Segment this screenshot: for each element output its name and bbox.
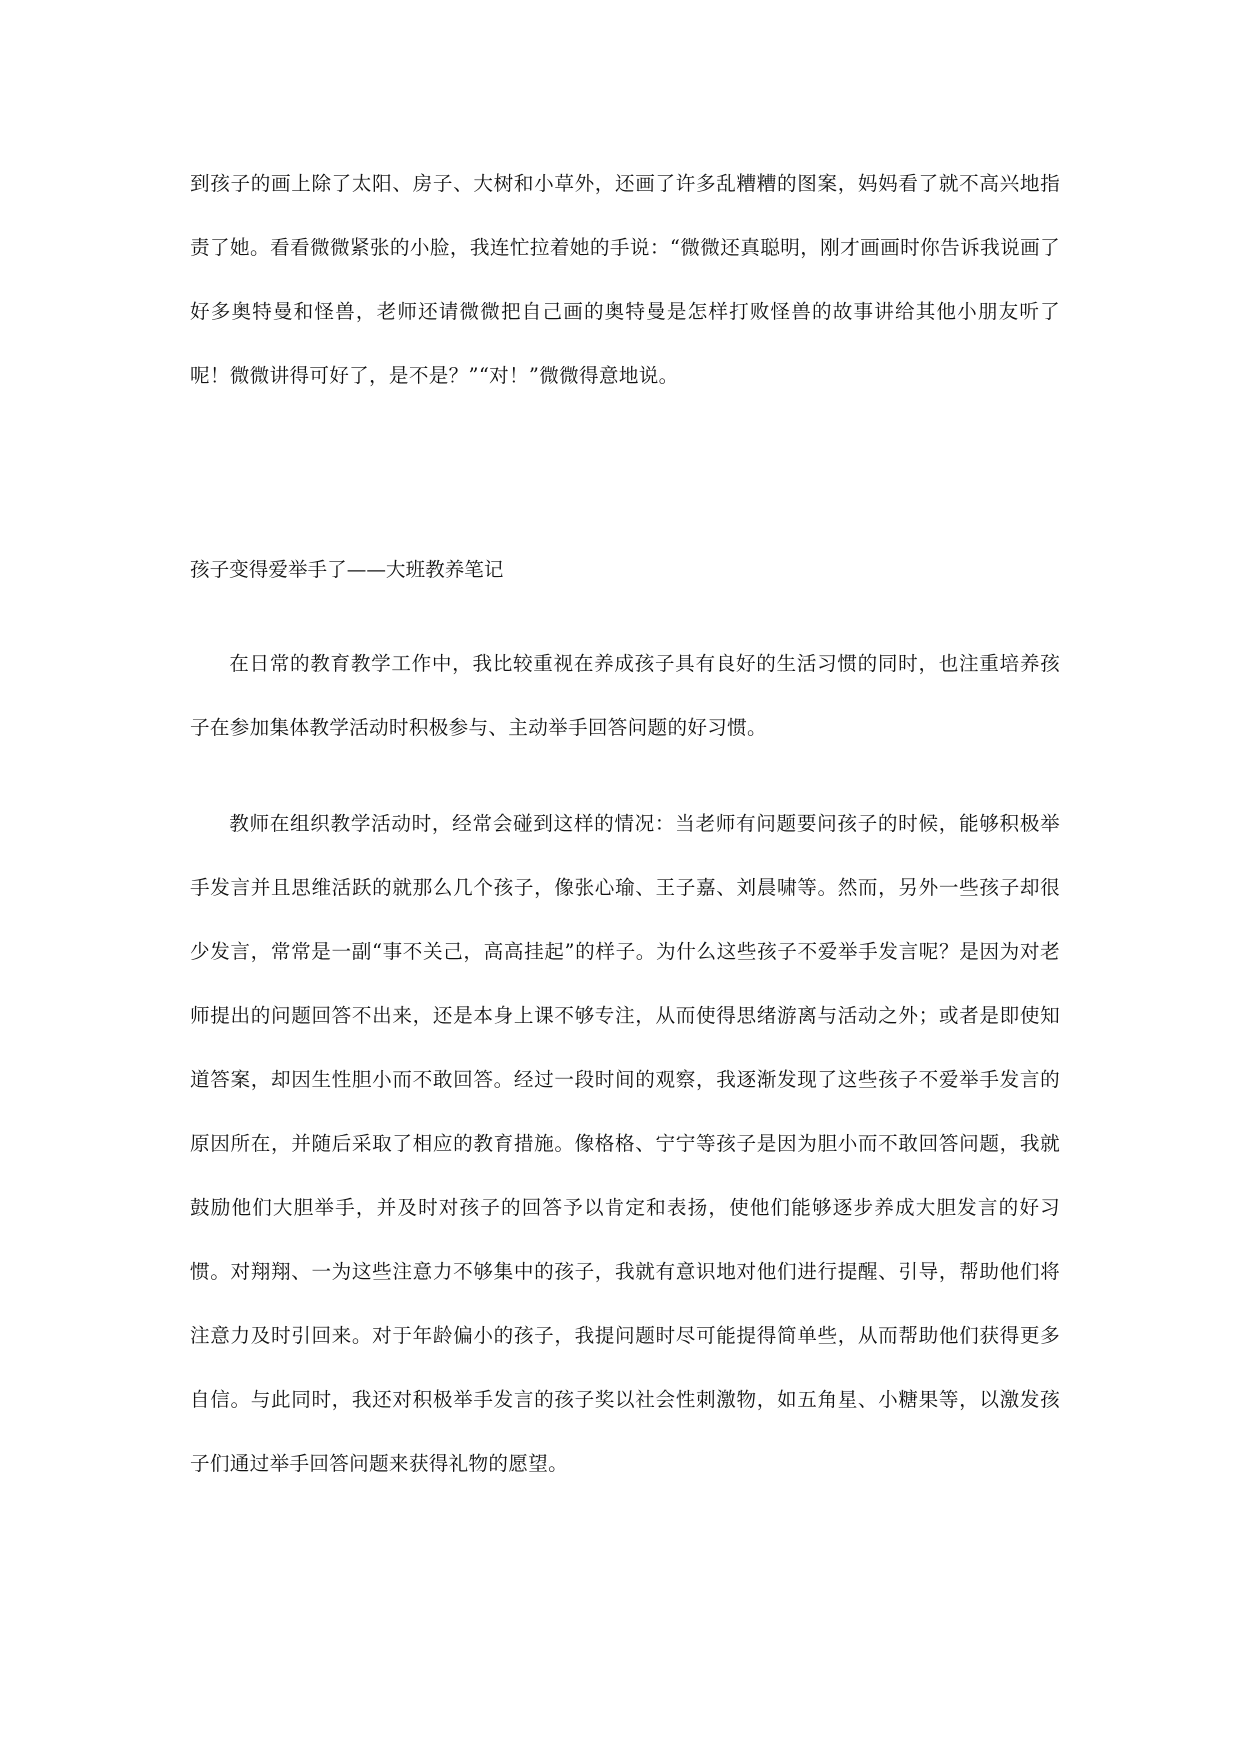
article-title: 孩子变得爱举手了——大班教养笔记 [190,558,504,581]
paragraph-intro: 在日常的教育教学工作中，我比较重视在养成孩子具有良好的生活习惯的同时，也注重培养孩子在参加集体教学活动时积极参与、主动举手回答问题的好习惯。 [190,652,1060,739]
paragraph-observation: 教师在组织教学活动时，经常会碰到这样的情况：当老师有问题要问孩子的时候，能够积极举手发言并且思维活跃的就那么几个孩子，像张心瑜、王子嘉、刘晨啸等。然而，另外一些孩子却很少发言，常常是一副“事不关己，高高挂起”的样子。为什么这些孩子不爱举手发言呢？是因为对老师提出的问题回答不出来，还是本身上课不够专注，从而使得思绪游离与活动之外；或者是即使知道答案，却因生性胆小而不敢回答。经过一段时间的观察，我逐渐发现了这些孩子不爱举手发言的原因所在，并随后采取了相应的教育措施。像格格、宁宁等孩子是因为胆小而不敢回答问题，我就鼓励他们大胆举手，并及时对孩子的回答予以肯定和表扬，使他们能够逐步养成大胆发言的好习惯。对翔翔、一为这些注意力不够集中的孩子，我就有意识地对他们进行提醒、引导，帮助他们将注意力及时引回来。对于年龄偏小的孩子，我提问题时尽可能提得简单些，从而帮助他们获得更多自信。与此同时，我还对积极举手发言的孩子奖以社会性刺激物，如五角星、小糖果等，以激发孩子们通过举手回答问题来获得礼物的愿望。 [190,812,1060,1475]
paragraph-continued-story: 到孩子的画上除了太阳、房子、大树和小草外，还画了许多乱糟糟的图案，妈妈看了就不高兴地指责了她。看看微微紧张的小脸，我连忙拉着她的手说：“微微还真聪明，刚才画画时你告诉我说画了好多奥特曼和怪兽，老师还请微微把自己画的奥特曼是怎样打败怪兽的故事讲给其他小朋友听了呢！微微讲得可好了，是不是？”“对！”微微得意地说。 [190,172,1060,387]
